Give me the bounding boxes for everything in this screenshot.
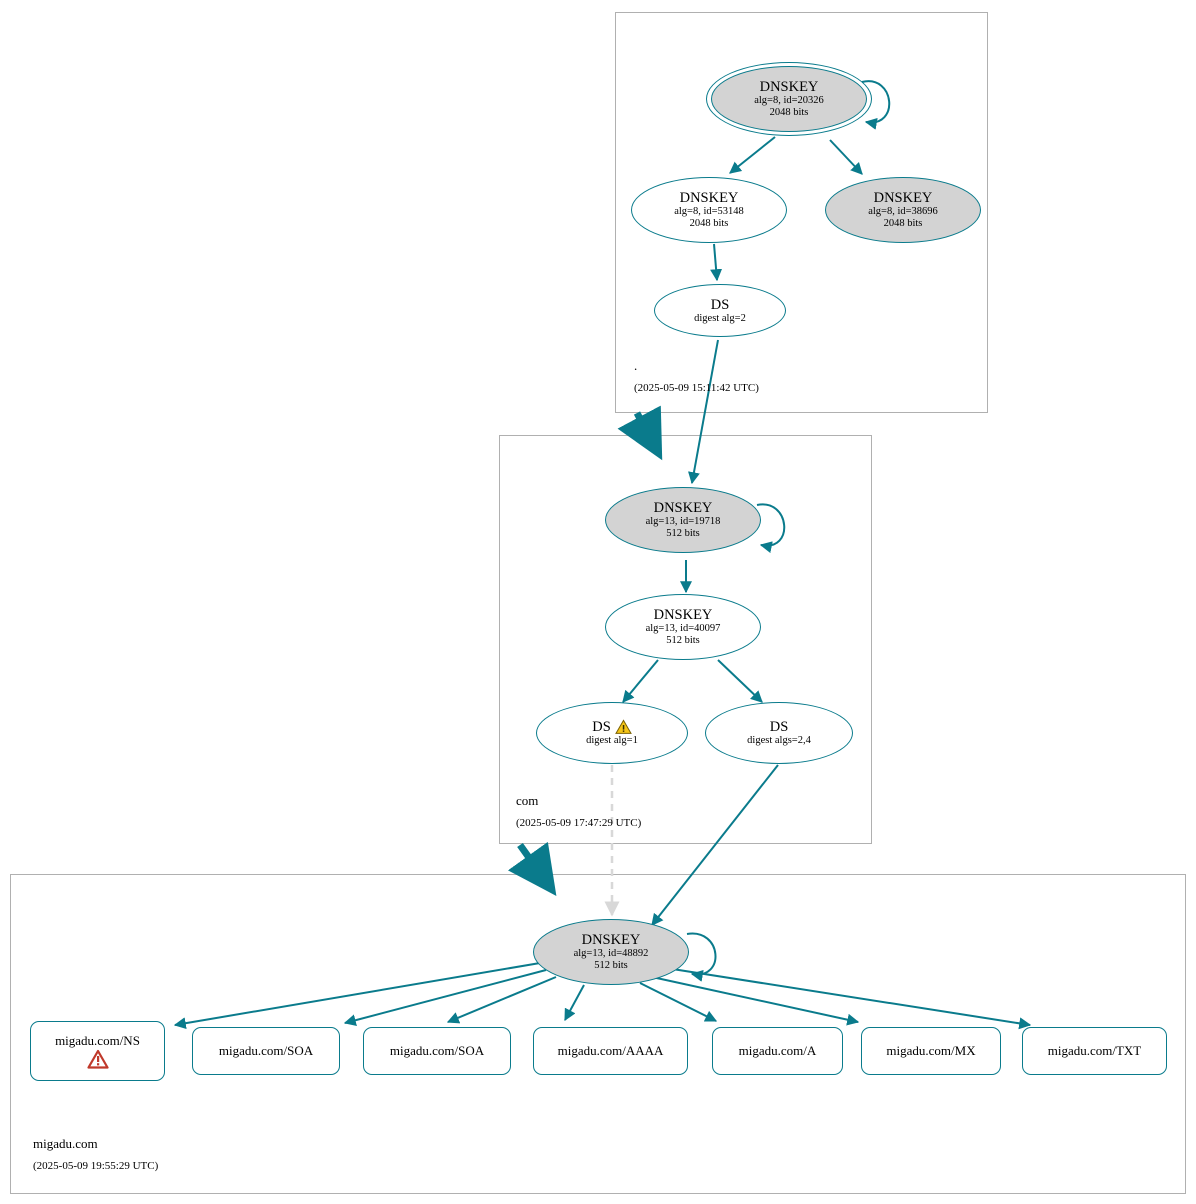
node-line2: alg=8, id=38696 [868,206,938,218]
node-line3: 512 bits [666,635,700,647]
node-title: DNSKEY [581,932,641,949]
node-line3: 512 bits [594,960,628,972]
node-title: DNSKEY [679,190,739,207]
node-root-dnskey-38696[interactable] [825,177,981,243]
rrset-migadu-a[interactable] [712,1027,843,1075]
node-line2: alg=13, id=48892 [573,948,649,960]
rrset-label: migadu.com/TXT [1047,1043,1142,1058]
zone-label-com: com [516,793,539,808]
node-com-ds-digest24[interactable] [705,702,853,764]
zone-timestamp-root: (2025-05-09 15:11:42 UTC) [634,382,759,394]
warning-icon [615,719,632,735]
node-migadu-ksk[interactable] [533,919,689,985]
node-line3: 2048 bits [689,218,729,230]
rrset-migadu-mx[interactable] [861,1027,1001,1075]
error-icon [87,1049,109,1069]
rrset-label: migadu.com/MX [886,1043,976,1058]
node-line2: digest alg=2 [694,312,746,324]
node-title: DS [710,296,730,313]
node-line2: digest algs=2,4 [747,735,811,747]
zone-label-root: . [634,358,638,373]
node-root-zsk-53148[interactable] [631,177,787,243]
rrset-label: migadu.com/SOA [389,1043,485,1058]
zone-timestamp-com: (2025-05-09 17:47:29 UTC) [516,817,642,829]
node-com-ds-digest1[interactable] [536,702,688,764]
node-title: DS [592,719,611,735]
node-title: DS [769,719,789,735]
node-title: DNSKEY [653,607,713,624]
node-com-zsk[interactable] [605,594,761,660]
rrset-migadu-aaaa[interactable] [533,1027,688,1075]
node-title: DNSKEY [759,79,819,96]
zone-timestamp-migadu: (2025-05-09 19:55:29 UTC) [33,1160,159,1172]
node-line3: 2048 bits [769,107,809,119]
node-root-ksk[interactable] [711,66,867,132]
rrset-migadu-soa-1[interactable] [192,1027,340,1075]
node-line3: 512 bits [666,528,700,540]
rrset-label: migadu.com/A [738,1043,817,1058]
zone-label-migadu: migadu.com [33,1136,98,1151]
node-root-ds-com[interactable] [654,284,786,337]
node-line3: 2048 bits [883,218,923,230]
node-com-ksk[interactable] [605,487,761,553]
rrset-label: migadu.com/NS [55,1033,140,1048]
node-line2: digest alg=1 [586,735,638,747]
rrset-label: migadu.com/AAAA [557,1043,664,1058]
node-title: DNSKEY [873,190,933,207]
rrset-migadu-ns[interactable] [30,1021,165,1081]
node-line2: alg=13, id=19718 [645,516,721,528]
node-line2: alg=8, id=53148 [674,206,744,218]
rrset-label: migadu.com/SOA [218,1043,314,1058]
node-line2: alg=13, id=40097 [645,623,721,635]
node-title: DNSKEY [653,500,713,517]
rrset-migadu-soa-2[interactable] [363,1027,511,1075]
rrset-migadu-txt[interactable] [1022,1027,1167,1075]
node-line2: alg=8, id=20326 [754,95,824,107]
